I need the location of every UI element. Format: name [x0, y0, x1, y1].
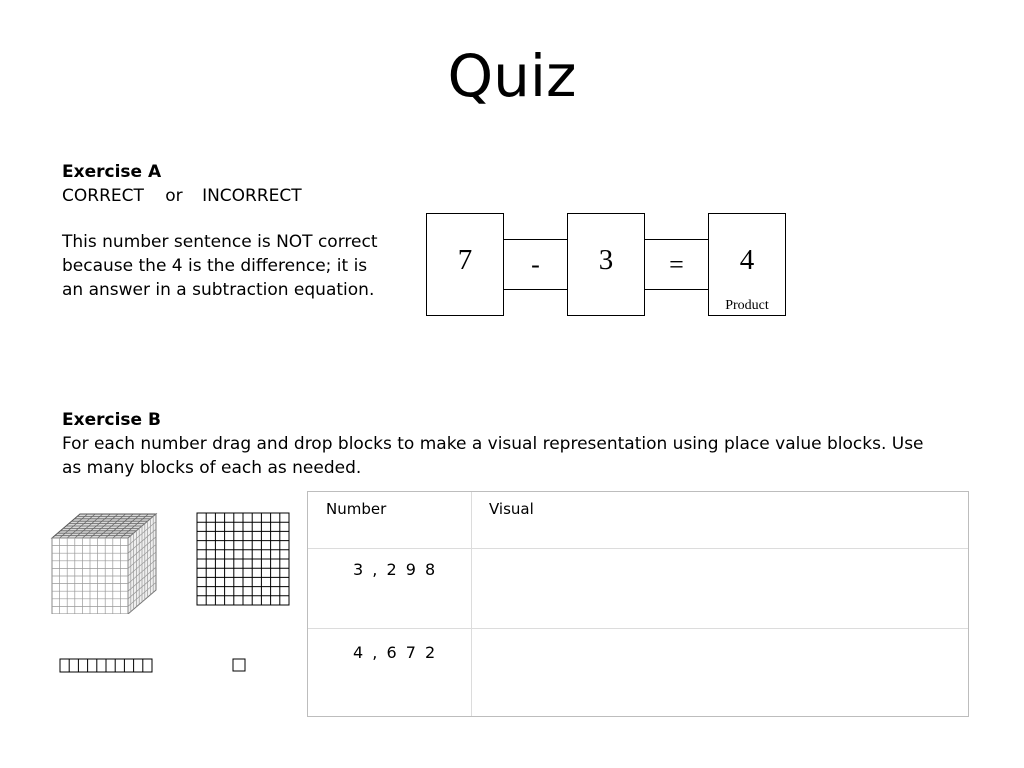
first-number-box: [426, 213, 504, 316]
equals-box: [643, 239, 710, 290]
option-incorrect[interactable]: INCORRECT: [202, 186, 302, 206]
header-visual: Visual: [489, 500, 534, 518]
operator-symbol: -: [531, 250, 540, 279]
operator-box: [502, 239, 569, 290]
equals-symbol: =: [669, 250, 684, 279]
exercise-b-instructions: For each number drag and drop blocks to make a visual representation using place value blocks. Use as many blocks of each as needed.: [62, 434, 924, 478]
row-number: 4 , 6 7 2: [353, 643, 438, 662]
result-box: [708, 213, 786, 316]
option-correct[interactable]: CORRECT: [62, 186, 144, 206]
table-header-row: [308, 492, 968, 549]
row-number: 3 , 2 9 8: [353, 560, 438, 579]
result-label: Product: [725, 298, 769, 313]
result-number: 4: [739, 244, 755, 276]
exercise-b: [62, 408, 942, 480]
hundred-flat-icon[interactable]: [196, 512, 291, 607]
exercise-a-explanation: This number sentence is NOT correct because the 4 is the difference; it is an answer in a subtraction equation.: [62, 232, 378, 300]
visual-drop-zone[interactable]: [472, 629, 968, 716]
exercise-a: [62, 160, 392, 302]
header-number: Number: [326, 500, 387, 518]
answer-options: [62, 184, 392, 208]
ten-rod-icon[interactable]: [59, 657, 154, 674]
visual-drop-zone[interactable]: [472, 548, 968, 628]
exercise-b-heading: Exercise B: [62, 410, 161, 430]
thousand-cube-icon[interactable]: [50, 512, 166, 614]
one-unit-icon[interactable]: [231, 657, 247, 673]
exercise-a-heading: Exercise A: [62, 162, 162, 182]
first-number: 7: [457, 244, 473, 276]
option-or: or: [165, 186, 183, 206]
answer-table: [307, 491, 969, 717]
second-number: 3: [598, 244, 614, 276]
slide-title: Quiz: [447, 42, 577, 110]
column-divider: [471, 492, 472, 716]
second-number-box: [567, 213, 645, 316]
table-row: [308, 548, 968, 629]
table-row: [308, 629, 968, 716]
